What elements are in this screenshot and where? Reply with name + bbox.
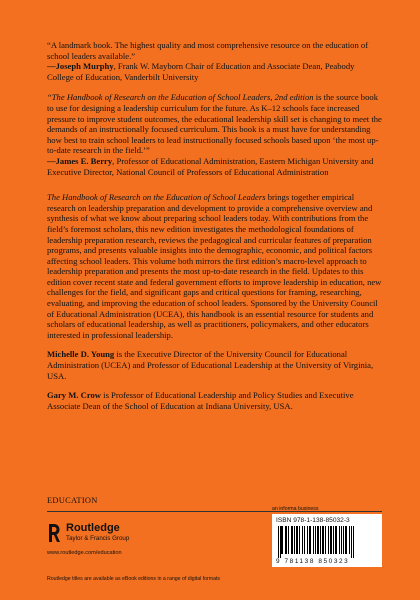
editor-name: Michelle D. Young (47, 349, 115, 360)
subject-category: EDUCATION (47, 496, 98, 505)
editor-bio-text: is Professor of Educational Leadership and Policy Studies and Executive Associate Dean of the School of Education at Indiana University, USA. (47, 390, 354, 411)
ebook-note: Routledge titles are available as eBook editions in a range of digital formats (47, 576, 221, 582)
informa-imprint: an informa business (272, 506, 319, 512)
quote-author: —James E. Berry (47, 155, 113, 166)
quote-book-title: “The Handbook of Research on the Education of School Leaders, 2nd edition (47, 92, 314, 103)
description-body: brings together empirical research on leadership preparation and development to provide a comprehensive overview and synthesis of what we know about preparing school leaders today. With contributions from the field’s foremost scholars, this new edition investigates the methodological foundations of leadership preparation research, reviews the pedagogical and curricular features of preparation programs, and presents valuable insights into the demographic, economic, and political factors affecting school leaders. This volume both mirrors the first edition’s macro-level approach to leadership preparation and presents the most up-to-date research in the field. Updates to this edition cover recent state and federal government efforts to improve leadership in education, new challenges for the field, and significant gaps and critical questions for framing, researching, evaluating, and improving the education of school leaders. Sponsored by the University Council of Educational Administration (UCEA), this handbook is an essential resource for students and scholars of educational leadership, as well as practitioners, policymakers, and other educators interested in professional leadership. (47, 192, 382, 340)
editor-bio (47, 390, 382, 411)
barcode-label (272, 514, 382, 567)
book-title: The Handbook of Research on the Education of School Leaders (47, 192, 266, 203)
isbn-text: ISBN 978-1-138-85032-3 (276, 517, 350, 524)
quote-author: —Joseph Murphy (47, 61, 114, 72)
routledge-logo-icon (47, 523, 61, 543)
quote-text: “A landmark book. The highest quality and most comprehensive resource on the education of school leaders available.” (47, 40, 369, 61)
editor-bio-text: is the Executive Director of the University Council for Educational Administration (UCEA) and Professor of Educational Leadership at the University of Virginia, USA. (47, 349, 374, 381)
editor-bio (47, 349, 382, 381)
editor-name: Gary M. Crow (47, 390, 102, 401)
barcode-icon (276, 526, 374, 558)
quote-affiliation: , Frank W. Mayborn Chair of Education and Associate Dean, Peabody College of Education, Vanderbilt University (47, 61, 355, 82)
back-cover-text (47, 40, 382, 420)
publisher-url[interactable]: www.routledge.com/education (47, 550, 122, 556)
endorsement-quote (47, 92, 382, 177)
publisher-logo (47, 523, 227, 543)
quote-affiliation: , Professor of Educational Administration, Eastern Michigan University and Executive Director, National Council of Professors of Educational Administration (47, 155, 374, 177)
quote-text: is the source book to use for designing a leadership curriculum for the future. As K–12 schools face increased pressure to improve student outcomes, the educational leadership skill set is changing to meet the demands of an instructionally focused curriculum. This book is a must have for understanding how best to train school leaders to lead instructionally focused schools based upon ‘the most up-to-date research in the field.’” (47, 92, 382, 156)
publisher-name: Routledge (66, 522, 120, 534)
barcode-digits: 9 781138 850323 (276, 558, 350, 565)
publisher-group: Taylor & Francis Group (66, 535, 130, 542)
book-description (47, 192, 382, 340)
barcode-block (272, 506, 382, 567)
publisher-block (47, 523, 227, 556)
endorsement-quote (47, 40, 382, 82)
